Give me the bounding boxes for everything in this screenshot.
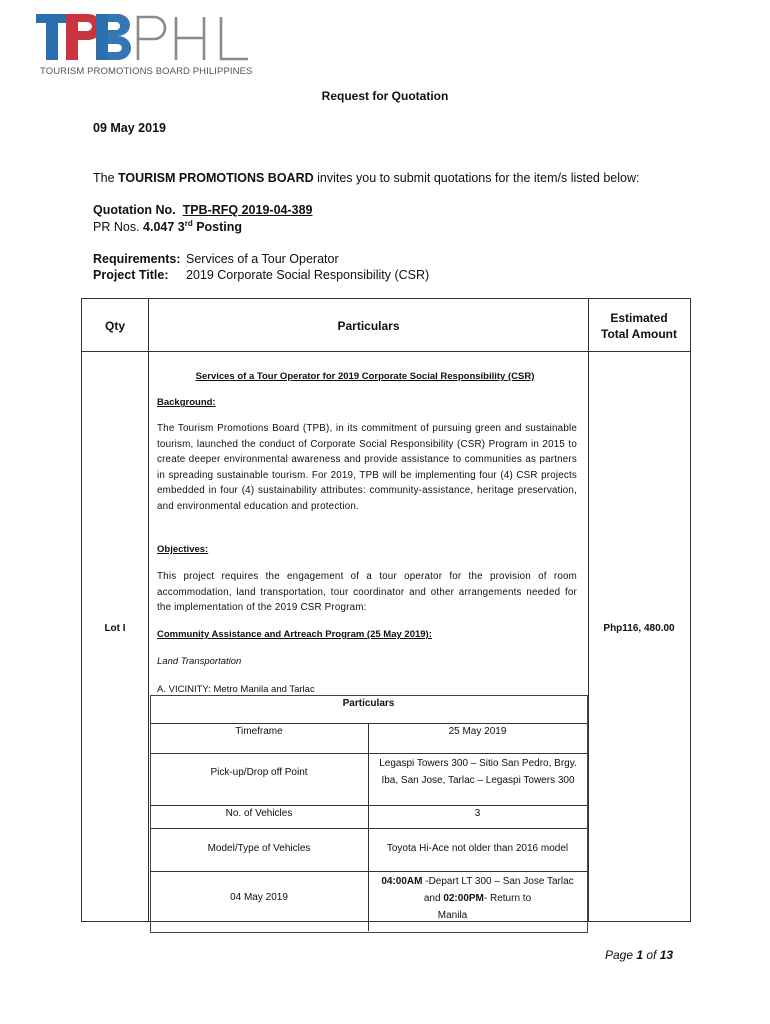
table-header-divider (81, 351, 690, 352)
col-header-qty: Qty (104, 319, 125, 333)
logo-tagline: TOURISM PROMOTIONS BOARD PHILIPPINES (40, 66, 253, 77)
inner-row-divider (150, 753, 587, 754)
program-heading: Community Assistance and Artreach Program (25 May 2019): (157, 629, 432, 640)
document-date: 09 May 2019 (93, 121, 166, 135)
col-header-particulars: Particulars (337, 319, 400, 333)
objectives-heading: Objectives: (157, 544, 209, 555)
pr-number: PR Nos. 4.047 3rd Posting (93, 219, 243, 235)
row-label: Model/Type of Vehicles (207, 843, 311, 854)
section-title: Services of a Tour Operator for 2019 Corporate Social Responsibility (CSR) (195, 371, 535, 382)
row-label: Timeframe (235, 726, 283, 737)
row-label: 04 May 2019 (230, 892, 288, 903)
background-heading: Background: (157, 397, 216, 408)
row-value: 04:00AM -Depart LT 300 – San Jose Tarlac and 02:00PM- Return to Manila (381, 876, 574, 921)
row-value: 3 (474, 808, 481, 819)
col-header-amount: Estimated Total Amount (601, 311, 677, 341)
estimated-amount: Php116, 480.00 (603, 623, 675, 634)
background-paragraph: The Tourism Promotions Board (TPB), in its commitment of pursuing green and sustainable tourism, launched the conduct of Corporate Social Responsibility (CSR) Program in 2015 to create deeper environmental awareness and provide assistance to communities as partners in spreading sustainable tourism. For 2019, TPB will be implementing four (4) CSR projects embedded in four (4) sustainability attributes: community-assistance, heritage preservation, and environmental education and protection. (157, 423, 577, 512)
vicinity-line: A. VICINITY: Metro Manila and Tarlac (157, 684, 315, 695)
row-value: 25 May 2019 (448, 726, 507, 737)
inner-row-divider (150, 828, 587, 829)
project-title-line: Project Title: 2019 Corporate Social Responsibility (CSR) (93, 268, 430, 282)
row-value: Toyota Hi-Ace not older than 2016 model (386, 843, 569, 854)
document-title: Request for Quotation (321, 89, 449, 103)
row-value: Legaspi Towers 300 – Sitio San Pedro, Brgy. Iba, San Jose, Tarlac – Legaspi Towers 300 (379, 758, 577, 786)
page-number: Page 1 of 13 (605, 948, 674, 962)
table-col-divider (588, 298, 589, 921)
land-transport-label: Land Transportation (157, 656, 242, 667)
objectives-paragraph: This project requires the engagement of a tour operator for the provision of room accommodation, land transportation, tour coordinator and other arrangements needed for the implementation of the 2019 CSR Program: (157, 571, 577, 613)
row-label: No. of Vehicles (225, 808, 293, 819)
inner-row-divider (150, 871, 587, 872)
table-col-divider (148, 298, 149, 921)
row-label: Pick-up/Drop off Point (210, 767, 308, 778)
requirements-line: Requirements: Services of a Tour Operator (93, 252, 339, 266)
lot-label: Lot I (104, 623, 126, 634)
inner-table-header: Particulars (342, 698, 395, 709)
intro-text: The TOURISM PROMOTIONS BOARD invites you to submit quotations for the item/s listed below: (93, 171, 640, 185)
quotation-number: Quotation No. TPB-RFQ 2019-04-389 (93, 203, 313, 217)
